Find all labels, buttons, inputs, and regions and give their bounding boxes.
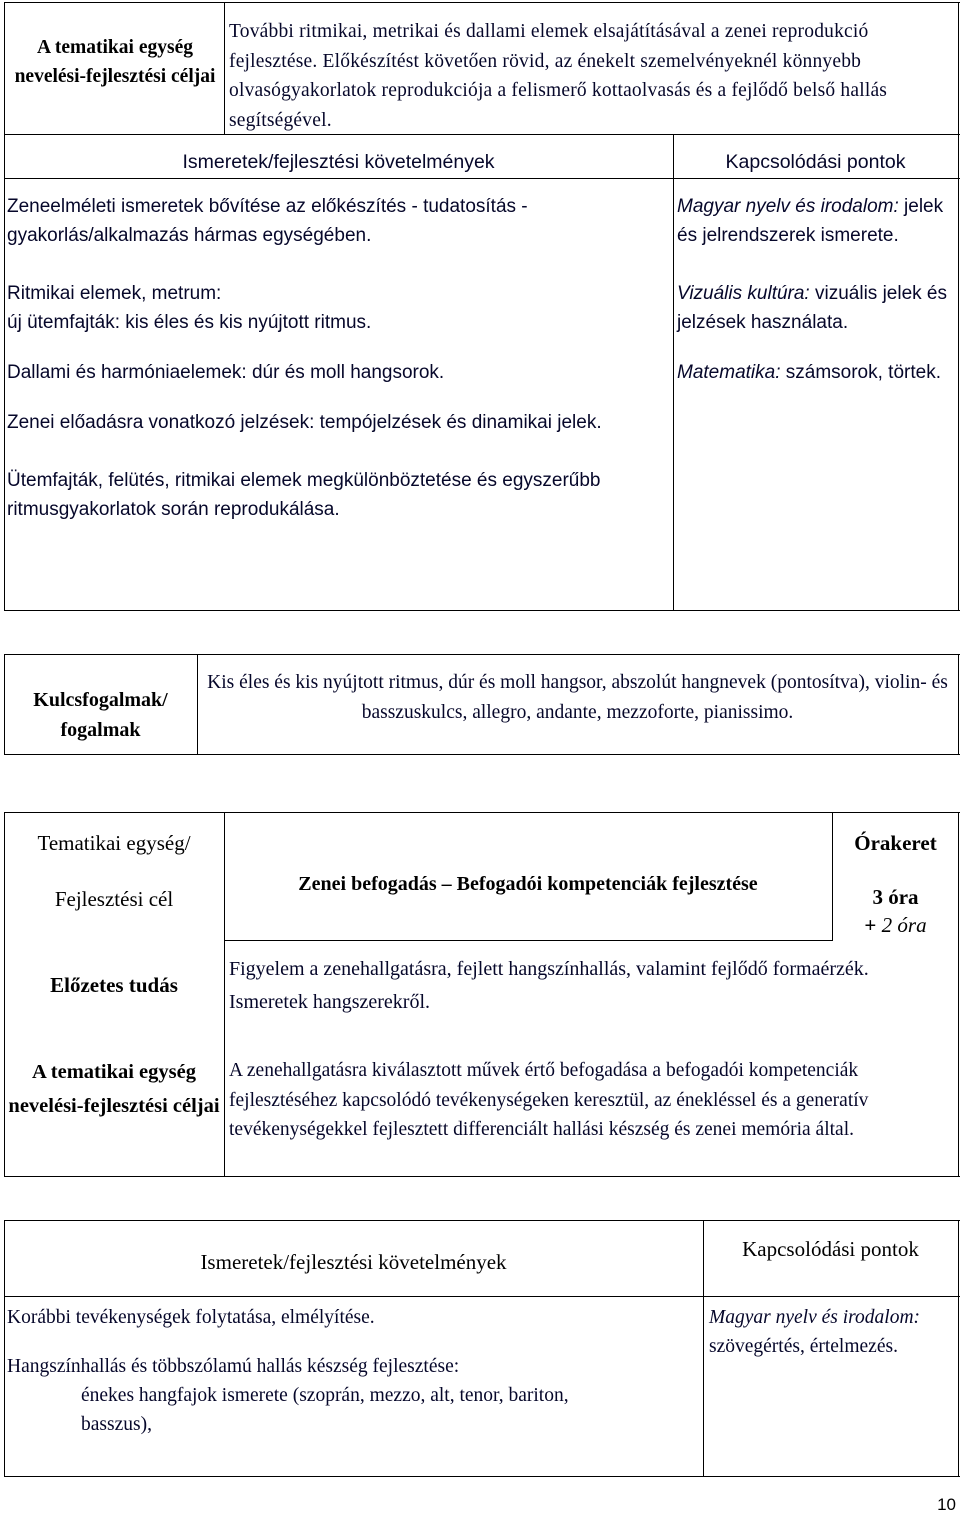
requirements-header: Ismeretek/fejlesztési követelmények <box>182 151 495 173</box>
req-item-meter: Ütemfajták, felütés, ritmikai elemek megkülönböztetése és egyszerűbb ritmusgyakorlatok során reprodukálása. <box>7 470 601 520</box>
connections-column <box>677 192 958 387</box>
conn-item-math: Matematika: számsorok, törtek. <box>677 362 941 383</box>
hours-value: 3 óra <box>872 885 919 909</box>
req-item-rhythm-title: Ritmikai elemek, metrum: <box>7 283 222 304</box>
prior-knowledge-text: Figyelem a zenehallgatásra, fejlett hangszínhallás, valamint fejlődő formaérzék. Ismeretek hangszerekről. <box>229 958 869 1013</box>
connections-header: Kapcsolódási pontok <box>725 151 906 173</box>
conn-item-visual: Vizuális kultúra: vizuális jelek és jelzések használata. <box>677 283 947 333</box>
unit-title: Zenei befogadás – Befogadói kompetenciák fejlesztése <box>298 873 758 895</box>
req-item-rhythm-text: új ütemfajták: kis éles és kis nyújtott ritmus. <box>7 312 372 333</box>
req-item-theory: Zeneelméleti ismeretek bővítése az előkészítés - tudatosítás - gyakorlás/alkalmazás hármas egységében. <box>7 196 528 246</box>
goals-label-2: A tematikai egység nevelési-fejlesztési céljai <box>8 1061 220 1117</box>
unit-label: Tematikai egység/ <box>37 831 191 855</box>
hours-label: Órakeret <box>854 831 937 855</box>
prior-knowledge-label: Előzetes tudás <box>50 973 178 997</box>
requirements-column <box>7 192 667 524</box>
hours-extra: + 2 óra <box>864 913 927 937</box>
connections-column-2 <box>709 1303 954 1361</box>
conn-item-hungarian: Magyar nyelv és irodalom: jelek és jelrendszerek ismerete. <box>677 196 944 246</box>
goals-label: A tematikai egység nevelési-fejlesztési céljai <box>14 37 216 87</box>
key-concepts-text: Kis éles és kis nyújtott ritmus, dúr és moll hangsor, abszolút hangnevek (pontosítva), violin- és basszuskulcs, allegro, andante, mezzoforte, pianissimo. <box>207 672 948 723</box>
connections-header-2: Kapcsolódási pontok <box>742 1237 919 1261</box>
conn2-text: szövegértés, értelmezés. <box>709 1336 898 1357</box>
conn2-subject: Magyar nyelv és irodalom: <box>709 1307 921 1328</box>
goals-text: További ritmikai, metrikai és dallami elemek elsajátításával a zenei reprodukció fejlesztése. Előkészítést követően rövid, az énekelt szemelvényeknél könnyebb olvasógyakorlatok reprodukciója a felismerő kottaolvasás és a fejlődő belső hallás segítségével. <box>229 21 888 131</box>
requirements-column-2 <box>7 1303 697 1439</box>
goals-text-2: A zenehallgatásra kiválasztott művek értő befogadása a befogadói kompetenciák fejlesztéséhez kapcsolódó tevékenységeken keresztül, az énekléssel és a generatív tevékenységekkel fejlesztett differenciált hallási készség és zenei memória által. <box>229 1060 869 1140</box>
req-item-performance: Zenei előadásra vonatkozó jelzések: tempójelzések és dinamikai jelek. <box>7 412 602 433</box>
key-concepts-label: Kulcsfogalmak/ fogalmak <box>33 689 168 741</box>
req-item-melody: Dallami és harmóniaelemek: dúr és moll hangsorok. <box>7 362 445 383</box>
page-number: 10 <box>937 1495 956 1514</box>
req2-item-continue: Korábbi tevékenységek folytatása, elmélyítése. <box>7 1307 375 1328</box>
req2-item-voices: énekes hangfajok ismerete (szoprán, mezzo, alt, tenor, bariton, basszus), <box>81 1385 569 1435</box>
unit-label-2: Fejlesztési cél <box>54 887 174 911</box>
requirements-header-2: Ismeretek/fejlesztési követelmények <box>200 1250 507 1274</box>
req2-item-hearing: Hangszínhallás és többszólamú hallás készség fejlesztése: <box>7 1356 460 1377</box>
